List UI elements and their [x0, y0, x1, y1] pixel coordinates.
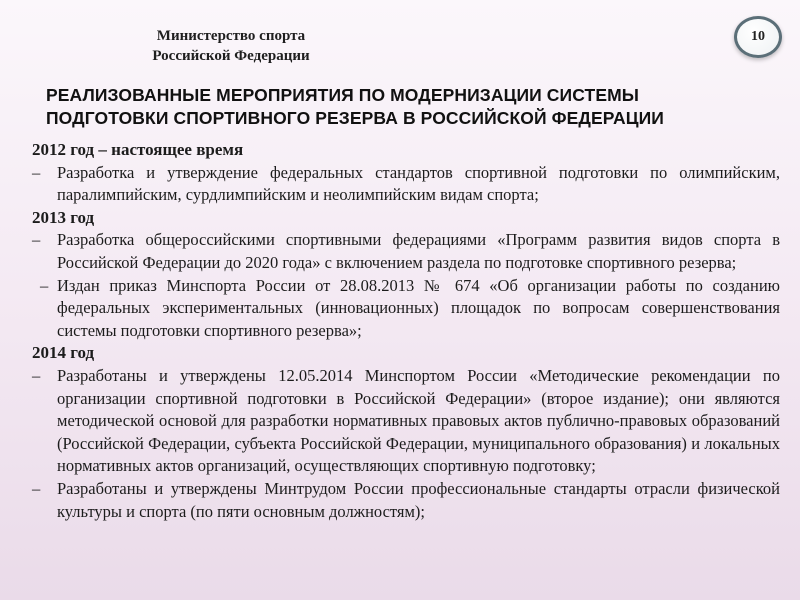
list-item-text: Разработка и утверждение федеральных стандартов спортивной подготовки по олимпийским, паралимпийским, сурдлимпийским и неолимпийским видам спорта; [57, 162, 780, 205]
ministry-header [111, 26, 351, 66]
list-item [32, 162, 780, 207]
list-item-text: Разработаны и утверждены 12.05.2014 Минспортом России «Методические рекомендации по организации спортивной подготовки в Российской Федерации» (второе издание); они являются методической основой для разработки нормативных правовых актов публично-правовых образований (Российской Федерации, субъекта Российской Федерации, муниципального образования) и локальных нормативных актов организаций, осуществляющих спортивную подготовку; [57, 365, 780, 476]
slide-title [46, 84, 766, 130]
slide-title-line1: РЕАЛИЗОВАННЫЕ МЕРОПРИЯТИЯ ПО МОДЕРНИЗАЦИИ СИСТЕМЫ [46, 85, 639, 105]
list-item [32, 365, 780, 478]
list-item [32, 229, 780, 274]
page-number-badge [734, 16, 782, 58]
dash-marker: – [32, 230, 41, 250]
list-item [32, 275, 780, 343]
dash-marker: – [40, 275, 49, 295]
slide-content [32, 139, 780, 523]
section-heading-2012: 2012 год – настоящее время [32, 140, 244, 159]
section-heading-2014: 2014 год [32, 343, 95, 363]
ministry-name-line2: Российской Федерации [152, 48, 310, 64]
list-item [32, 478, 780, 523]
section-heading-2013: 2013 год [32, 207, 95, 227]
dash-marker: – [32, 478, 41, 498]
list-item-text: Разработка общероссийскими спортивными федерациями «Программ развития видов спорта в Российской Федерации до 2020 года» с включением раздела по подготовке спортивного резерва; [57, 230, 780, 272]
list-item-text: Разработаны и утверждены Минтрудом России профессиональные стандарты отрасли физической культуры и спорта (по пяти основным должностям); [57, 478, 780, 521]
slide-title-line2: ПОДГОТОВКИ СПОРТИВНОГО РЕЗЕРВА В РОССИЙСКОЙ ФЕДЕРАЦИИ [46, 108, 664, 128]
dash-marker: – [32, 162, 41, 182]
dash-marker: – [32, 365, 41, 385]
page-number: 10 [751, 29, 765, 44]
list-item-text: Издан приказ Минспорта России от 28.08.2013 № 674 «Об организации работы по созданию федеральных экспериментальных (инновационных) площадок по вопросам совершенствования системы подготовки спортивного резерва»; [57, 275, 780, 340]
ministry-name-line1: Министерство спорта [156, 28, 306, 44]
